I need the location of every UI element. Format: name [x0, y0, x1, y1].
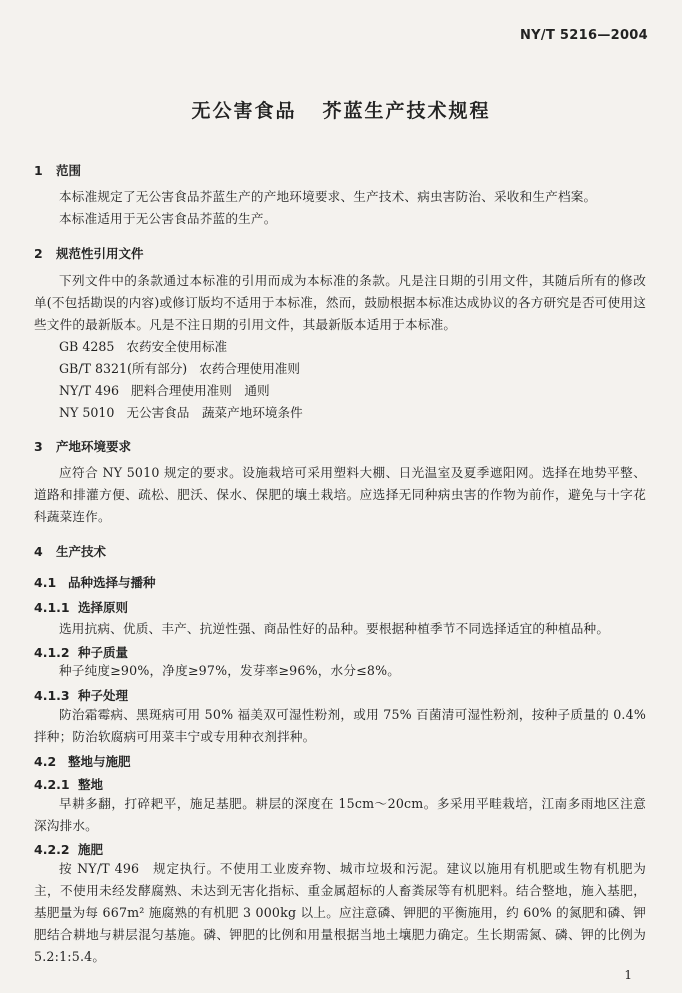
section-4-heading: 4 生产技术: [34, 544, 107, 559]
page-number: 1: [624, 968, 632, 982]
section-4-1-1-heading: 4.1.1 选择原则: [34, 600, 129, 615]
reference-item: GB 4285 农药安全使用标准: [59, 339, 228, 354]
section-2-para-1: 下列文件中的条款通过本标准的引用而成为本标准的条款。凡是注日期的引用文件，其随后所有的修改单(不包括勘误的内容)或修订版均不适用于本标准，然而，鼓励根据本标准达成协议的各方研究是否可使用这些文件的最新版本。凡是不注日期的引用文件，其最新版本适用于本标准。: [34, 273, 646, 332]
reference-item: NY/T 496 肥料合理使用准则 通则: [59, 383, 270, 398]
title-part-1: 无公害食品: [191, 100, 297, 122]
section-3-para-1: 应符合 NY 5010 规定的要求。设施栽培可采用塑料大棚、日光温室及夏季遮阳网。选择在地势平整、道路和排灌方便、疏松、肥沃、保水、保肥的壤土栽培。应选择无同种病虫害的作物为前作，避免与十字花科蔬菜连作。: [34, 465, 646, 524]
document-title: [0, 96, 682, 123]
section-3-heading: 3 产地环境要求: [34, 439, 132, 454]
section-1-heading: 1 范围: [34, 163, 82, 178]
section-4-2-1-heading: 4.2.1 整地: [34, 777, 104, 792]
section-4-2-1-para: 早耕多翻，打碎耙平，施足基肥。耕层的深度在 15cm～20cm。多采用平畦栽培，江南多雨地区注意深沟排水。: [34, 796, 646, 833]
title-part-2: 芥蓝生产技术规程: [322, 100, 491, 122]
section-4-2-heading: 4.2 整地与施肥: [34, 754, 131, 769]
section-4-2-2-para: 按 NY/T 496 规定执行。不使用工业废弃物、城市垃圾和污泥。建议以施用有机肥或生物有机肥为主，不使用未经发酵腐熟、未达到无害化指标、重金属超标的人畜粪尿等有机肥料。结合整地，施入基肥，基肥量为每 667m² 施腐熟的有机肥 3 000kg 以上。应注意磷、钾肥的平衡施用，约 60% 的氮肥和磷、钾肥结合耕地与耕层混匀基施。磷、钾肥的比例和用量根据当地土壤肥力确定。生长期需氮、磷、钾的比例为 5.2:1:5.4。: [34, 861, 646, 964]
section-1-para-2: 本标准适用于无公害食品芥蓝的生产。: [59, 211, 277, 226]
section-4-1-1-para: 选用抗病、优质、丰产、抗逆性强、商品性好的品种。要根据种植季节不同选择适宜的种植品种。: [59, 621, 610, 636]
standard-code: NY/T 5216—2004: [520, 28, 648, 43]
section-4-2-2-heading: 4.2.2 施肥: [34, 842, 104, 857]
section-4-1-2-heading: 4.1.2 种子质量: [34, 645, 129, 660]
section-4-1-2-para: 种子纯度≥90%，净度≥97%，发芽率≥96%，水分≤8%。: [59, 663, 401, 678]
reference-item: NY 5010 无公害食品 蔬菜产地环境条件: [59, 405, 303, 420]
section-4-1-3-para: 防治霜霉病、黑斑病可用 50% 福美双可湿性粉剂，或用 75% 百菌清可湿性粉剂，按种子质量的 0.4% 拌种；防治软腐病可用菜丰宁或专用种衣剂拌种。: [34, 707, 646, 744]
section-2-heading: 2 规范性引用文件: [34, 246, 144, 261]
section-1-para-1: 本标准规定了无公害食品芥蓝生产的产地环境要求、生产技术、病虫害防治、采收和生产档案。: [59, 189, 597, 204]
section-4-1-heading: 4.1 品种选择与播种: [34, 575, 156, 590]
reference-item: GB/T 8321(所有部分) 农药合理使用准则: [59, 361, 300, 376]
section-4-1-3-heading: 4.1.3 种子处理: [34, 688, 129, 703]
